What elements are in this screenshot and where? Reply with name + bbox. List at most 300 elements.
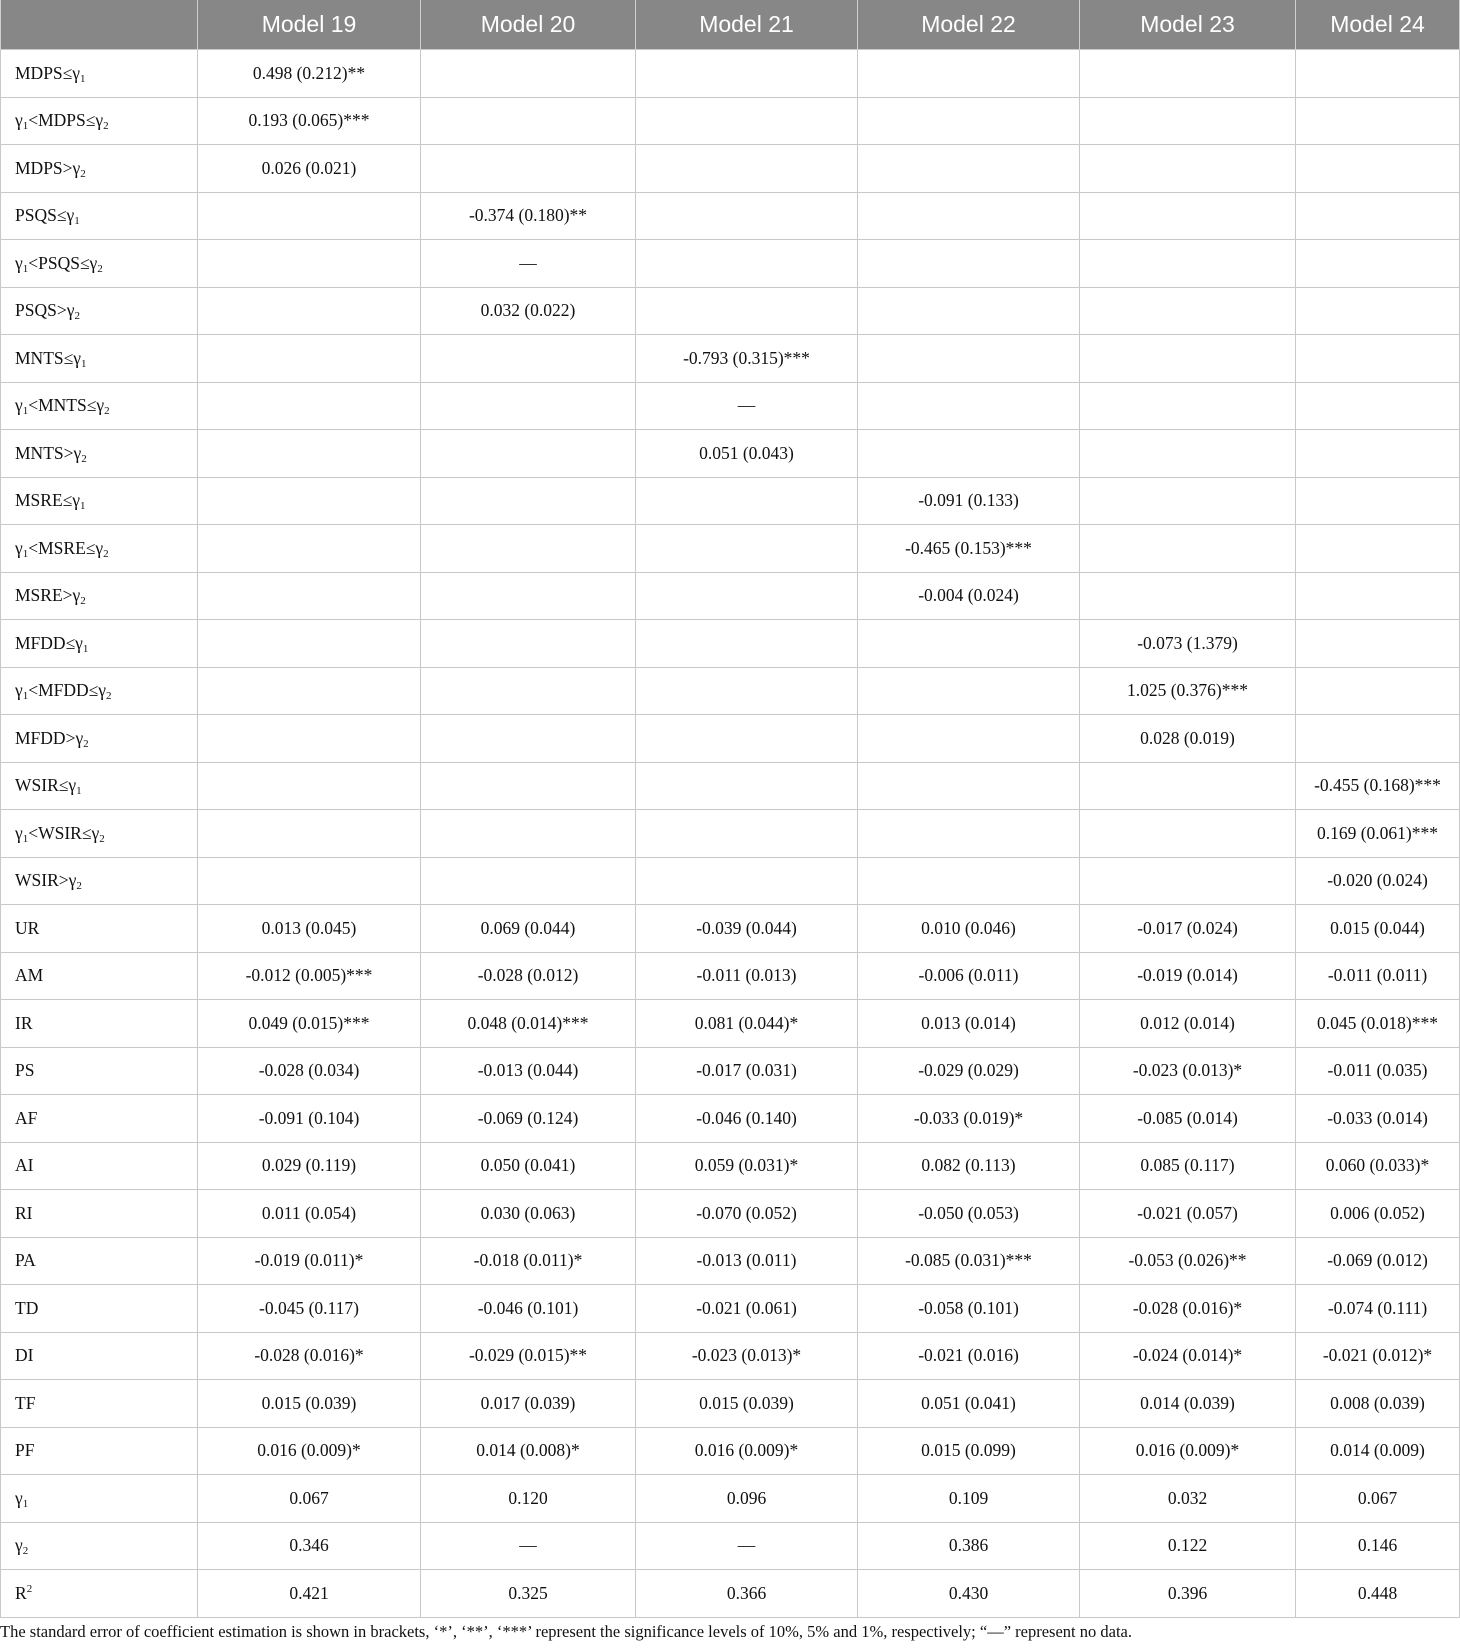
table-cell [636,192,858,240]
table-cell: -0.465 (0.153)*** [858,525,1080,573]
row-label [1,952,198,1000]
table-cell: -0.074 (0.111) [1296,1285,1460,1333]
row-label-part: <MNTS≤γ [28,395,105,416]
row-label-part: 2 [22,1545,29,1558]
table-cell [858,762,1080,810]
table-cell [1296,667,1460,715]
table-cell [858,97,1080,145]
row-label-part: 1 [22,120,29,133]
row-label-part: <PSQS≤γ [28,252,98,273]
table-cell: -0.455 (0.168)*** [1296,762,1460,810]
row-label [1,1522,198,1570]
table-cell: 0.032 [1080,1475,1296,1523]
row-label-part: 2 [104,405,110,418]
table-cell [1080,382,1296,430]
table-cell: — [636,382,858,430]
table-row [1,192,1460,240]
table-cell: -0.091 (0.133) [858,477,1080,525]
table-cell [858,335,1080,383]
table-cell [858,382,1080,430]
row-label-part: γ [15,537,23,558]
row-label-part: RI [15,1202,33,1223]
row-label-part: PF [15,1440,35,1461]
table-row [1,1570,1460,1618]
table-cell [1296,240,1460,288]
table-cell: -0.029 (0.029) [858,1047,1080,1095]
table-cell: -0.045 (0.117) [198,1285,421,1333]
table-cell [1080,762,1296,810]
table-cell: -0.021 (0.016) [858,1332,1080,1380]
header-cell-blank [1,0,198,50]
row-label [1,430,198,478]
table-cell: 1.025 (0.376)*** [1080,667,1296,715]
table-cell: -0.004 (0.024) [858,572,1080,620]
row-label [1,572,198,620]
table-cell: 0.325 [421,1570,636,1618]
table-cell: -0.021 (0.012)* [1296,1332,1460,1380]
table-cell: 0.081 (0.044)* [636,1000,858,1048]
table-cell: -0.073 (1.379) [1080,620,1296,668]
table-cell: -0.033 (0.014) [1296,1095,1460,1143]
row-label-part: 1 [22,547,29,560]
table-cell: 0.082 (0.113) [858,1142,1080,1190]
table-cell [1080,240,1296,288]
table-cell: -0.019 (0.014) [1080,952,1296,1000]
table-cell: 0.012 (0.014) [1080,1000,1296,1048]
table-row [1,1000,1460,1048]
header-cell-model: Model 20 [421,0,636,50]
table-cell: 0.032 (0.022) [421,287,636,335]
row-label [1,1380,198,1428]
table-cell [636,97,858,145]
table-cell [421,572,636,620]
table-cell [636,287,858,335]
row-label-part: 1 [22,405,29,418]
table-cell [1296,287,1460,335]
table-cell: -0.011 (0.011) [1296,952,1460,1000]
row-label [1,97,198,145]
table-cell: -0.021 (0.057) [1080,1190,1296,1238]
row-label-part: AI [15,1155,34,1176]
table-cell [198,572,421,620]
table-cell: -0.017 (0.031) [636,1047,858,1095]
table-cell: -0.018 (0.011)* [421,1237,636,1285]
table-cell: 0.346 [198,1522,421,1570]
table-cell: 0.051 (0.043) [636,430,858,478]
table-cell: 0.026 (0.021) [198,145,421,193]
table-cell: 0.146 [1296,1522,1460,1570]
row-label [1,335,198,383]
row-label [1,192,198,240]
row-label-part: 2 [99,832,105,845]
table-cell [636,477,858,525]
table-cell: -0.046 (0.101) [421,1285,636,1333]
table-cell [421,762,636,810]
table-cell: — [421,1522,636,1570]
table-cell [1080,857,1296,905]
table-cell: 0.015 (0.039) [198,1380,421,1428]
table-cell [198,430,421,478]
table-cell: 0.421 [198,1570,421,1618]
table-cell: 0.010 (0.046) [858,905,1080,953]
row-label-part: MNTS>γ [15,442,82,463]
table-cell: -0.013 (0.011) [636,1237,858,1285]
table-cell: 0.013 (0.045) [198,905,421,953]
table-cell [636,762,858,810]
table-cell [636,810,858,858]
table-row [1,667,1460,715]
table-cell [1296,382,1460,430]
table-cell [198,715,421,763]
row-label-part: 1 [22,832,29,845]
row-label [1,145,198,193]
table-cell [421,97,636,145]
table-row [1,430,1460,478]
table-cell: 0.448 [1296,1570,1460,1618]
table-cell [1296,572,1460,620]
table-cell: -0.011 (0.035) [1296,1047,1460,1095]
table-cell: 0.014 (0.009) [1296,1427,1460,1475]
row-label [1,525,198,573]
table-cell [858,667,1080,715]
table-row [1,240,1460,288]
table-cell: -0.039 (0.044) [636,905,858,953]
table-cell [636,715,858,763]
row-label-part: R [15,1582,27,1603]
table-cell: 0.366 [636,1570,858,1618]
table-cell [858,857,1080,905]
row-label-part: 2 [76,880,82,893]
table-cell: -0.069 (0.012) [1296,1237,1460,1285]
table-cell [421,382,636,430]
table-cell: 0.049 (0.015)*** [198,1000,421,1048]
table-cell [198,762,421,810]
table-cell: 0.050 (0.041) [421,1142,636,1190]
row-label [1,1190,198,1238]
row-label-part: IR [15,1012,33,1033]
table-cell: 0.051 (0.041) [858,1380,1080,1428]
table-row [1,810,1460,858]
table-cell [421,620,636,668]
table-cell: -0.050 (0.053) [858,1190,1080,1238]
table-cell [198,477,421,525]
table-cell: 0.017 (0.039) [421,1380,636,1428]
row-label [1,1142,198,1190]
row-label [1,762,198,810]
table-cell: -0.046 (0.140) [636,1095,858,1143]
table-cell [1080,192,1296,240]
table-cell [421,145,636,193]
table-cell: 0.109 [858,1475,1080,1523]
row-label-part: 2 [80,167,86,180]
row-label-part: UR [15,917,40,938]
table-cell [198,667,421,715]
table-cell: 0.013 (0.014) [858,1000,1080,1048]
table-row [1,287,1460,335]
table-cell [421,477,636,525]
table-cell [636,525,858,573]
table-cell [1296,145,1460,193]
table-row [1,905,1460,953]
table-body [1,50,1460,1618]
table-cell: 0.060 (0.033)* [1296,1142,1460,1190]
table-row [1,715,1460,763]
table-row [1,1237,1460,1285]
table-cell [636,572,858,620]
row-label-part: <MDPS≤γ [28,110,104,131]
table-cell: -0.013 (0.044) [421,1047,636,1095]
row-label-part: TF [15,1392,36,1413]
table-cell: 0.193 (0.065)*** [198,97,421,145]
row-label-part: 1 [22,1497,29,1510]
table-row [1,335,1460,383]
table-row [1,572,1460,620]
row-label-part: 2 [97,262,103,275]
table-cell [421,715,636,763]
table-cell [636,50,858,98]
table-cell [636,620,858,668]
table-cell: -0.029 (0.015)** [421,1332,636,1380]
table-cell: -0.017 (0.024) [1080,905,1296,953]
row-label-part: 1 [80,357,87,370]
table-cell: -0.374 (0.180)** [421,192,636,240]
row-label [1,382,198,430]
row-label-part: MSRE>γ [15,585,81,606]
row-label-part: TD [15,1297,39,1318]
table-cell [421,810,636,858]
table-cell: 0.498 (0.212)** [198,50,421,98]
table-cell [198,525,421,573]
row-label-part: 1 [22,262,29,275]
table-cell: 0.067 [1296,1475,1460,1523]
table-cell [198,382,421,430]
table-cell [1080,810,1296,858]
row-label-part: 2 [81,452,87,465]
row-label [1,1237,198,1285]
table-cell [858,715,1080,763]
header-cell-model: Model 19 [198,0,421,50]
table-cell [1080,572,1296,620]
table-cell: 0.014 (0.008)* [421,1427,636,1475]
table-cell [858,287,1080,335]
row-label-part: MNTS≤γ [15,347,81,368]
row-label [1,1285,198,1333]
row-label-part: γ [15,1487,23,1508]
table-cell: 0.120 [421,1475,636,1523]
table-cell: — [421,240,636,288]
table-cell [636,857,858,905]
header-cell-model: Model 23 [1080,0,1296,50]
table-row [1,1427,1460,1475]
row-label-part: DI [15,1345,34,1366]
table-cell [198,335,421,383]
table-cell [1296,192,1460,240]
row-label-part: 1 [80,72,86,85]
row-label [1,1332,198,1380]
table-cell: 0.169 (0.061)*** [1296,810,1460,858]
table-header [1,0,1460,50]
table-cell: -0.019 (0.011)* [198,1237,421,1285]
table-cell: -0.069 (0.124) [421,1095,636,1143]
table-cell [1296,335,1460,383]
table-cell [198,857,421,905]
table-footnote: The standard error of coefficient estimation is shown in brackets, ‘*’, ‘**’, ‘***’ represent the significance levels of 10%, 5% and 1%, respectively; “—” represent no data. [0,1622,1132,1641]
row-label [1,1475,198,1523]
row-label-part: <MFDD≤γ [28,680,107,701]
table-cell [1080,525,1296,573]
table-cell: 0.030 (0.063) [421,1190,636,1238]
table-cell: 0.096 [636,1475,858,1523]
table-row [1,382,1460,430]
table-row [1,477,1460,525]
row-label-part: <MSRE≤γ [28,537,104,558]
row-label [1,1000,198,1048]
row-label-part: 2 [74,310,80,323]
table-cell [1296,620,1460,668]
table-cell [1296,715,1460,763]
table-row [1,145,1460,193]
row-label-part: MFDD≤γ [15,632,83,653]
table-cell: 0.016 (0.009)* [198,1427,421,1475]
table-row [1,1522,1460,1570]
row-label-part: WSIR≤γ [15,775,77,796]
row-label-part: MFDD>γ [15,727,84,748]
table-row [1,1095,1460,1143]
row-label-part: 2 [103,120,109,133]
table-row [1,97,1460,145]
row-label-part: γ [15,252,23,273]
table-cell: 0.396 [1080,1570,1296,1618]
table-cell: — [636,1522,858,1570]
table-cell [421,667,636,715]
table-cell: 0.008 (0.039) [1296,1380,1460,1428]
row-label [1,857,198,905]
table-row [1,1332,1460,1380]
table-cell: 0.122 [1080,1522,1296,1570]
table-cell: 0.015 (0.099) [858,1427,1080,1475]
table-cell [1080,50,1296,98]
table-cell [1080,287,1296,335]
table-cell: -0.053 (0.026)** [1080,1237,1296,1285]
table-cell [1080,477,1296,525]
table-cell [1296,525,1460,573]
table-row [1,857,1460,905]
table-cell: -0.028 (0.034) [198,1047,421,1095]
table-cell: -0.006 (0.011) [858,952,1080,1000]
row-label-part: γ [15,110,23,131]
table-row [1,1380,1460,1428]
row-label-part: WSIR>γ [15,870,77,891]
row-label-part: MDPS≤γ [15,62,81,83]
row-label-part: 2 [26,1582,33,1595]
table-cell: -0.021 (0.061) [636,1285,858,1333]
table-cell: 0.085 (0.117) [1080,1142,1296,1190]
table-cell [858,192,1080,240]
table-cell: 0.029 (0.119) [198,1142,421,1190]
header-cell-model: Model 24 [1296,0,1460,50]
table-cell: 0.069 (0.044) [421,905,636,953]
table-cell [636,145,858,193]
table-cell [636,240,858,288]
table-cell: -0.023 (0.013)* [636,1332,858,1380]
row-label-part: 2 [80,595,86,608]
table-cell [421,430,636,478]
row-label-part: 1 [80,500,86,513]
header-row [1,0,1460,50]
table-cell: -0.793 (0.315)*** [636,335,858,383]
row-label [1,1427,198,1475]
table-cell: -0.028 (0.016)* [1080,1285,1296,1333]
table-cell [198,620,421,668]
row-label-part: 1 [82,642,89,655]
table-cell: 0.059 (0.031)* [636,1142,858,1190]
table-cell [1080,97,1296,145]
table-cell: -0.028 (0.012) [421,952,636,1000]
table-row [1,1047,1460,1095]
row-label [1,667,198,715]
row-label-part: PSQS≤γ [15,205,75,226]
table-cell: 0.045 (0.018)*** [1296,1000,1460,1048]
table-cell: -0.058 (0.101) [858,1285,1080,1333]
table-cell: 0.016 (0.009)* [1080,1427,1296,1475]
row-label [1,715,198,763]
table-cell [858,620,1080,668]
table-cell: 0.028 (0.019) [1080,715,1296,763]
table-cell [1296,477,1460,525]
table-cell: 0.386 [858,1522,1080,1570]
table-cell: -0.028 (0.016)* [198,1332,421,1380]
table-row [1,1285,1460,1333]
table-row [1,1142,1460,1190]
table-cell: 0.015 (0.039) [636,1380,858,1428]
row-label-part: γ [15,1535,23,1556]
table-cell [858,50,1080,98]
table-cell [858,810,1080,858]
table-cell: -0.085 (0.031)*** [858,1237,1080,1285]
table-cell: 0.048 (0.014)*** [421,1000,636,1048]
row-label-part: AM [15,965,44,986]
table-cell [858,145,1080,193]
table-cell [421,50,636,98]
table-cell [858,430,1080,478]
row-label-part: 2 [83,737,89,750]
table-cell: -0.091 (0.104) [198,1095,421,1143]
table-cell [1296,430,1460,478]
table-cell [421,335,636,383]
row-label-part: PS [15,1060,35,1081]
header-cell-model: Model 21 [636,0,858,50]
row-label-part: 1 [76,785,82,798]
table-cell [1080,335,1296,383]
row-label-part: 2 [103,547,109,560]
table-cell [1080,145,1296,193]
table-row [1,620,1460,668]
row-label-part: MDPS>γ [15,157,81,178]
table-cell [636,667,858,715]
table-cell: 0.006 (0.052) [1296,1190,1460,1238]
table-row [1,1190,1460,1238]
table-cell: 0.016 (0.009)* [636,1427,858,1475]
table-row [1,50,1460,98]
table-cell [1080,430,1296,478]
table-cell: 0.014 (0.039) [1080,1380,1296,1428]
row-label-part: PSQS>γ [15,300,75,321]
row-label-part: γ [15,680,23,701]
table-cell [858,240,1080,288]
table-cell [1296,97,1460,145]
row-label-part: PA [15,1250,36,1271]
row-label-part: 2 [106,690,112,703]
